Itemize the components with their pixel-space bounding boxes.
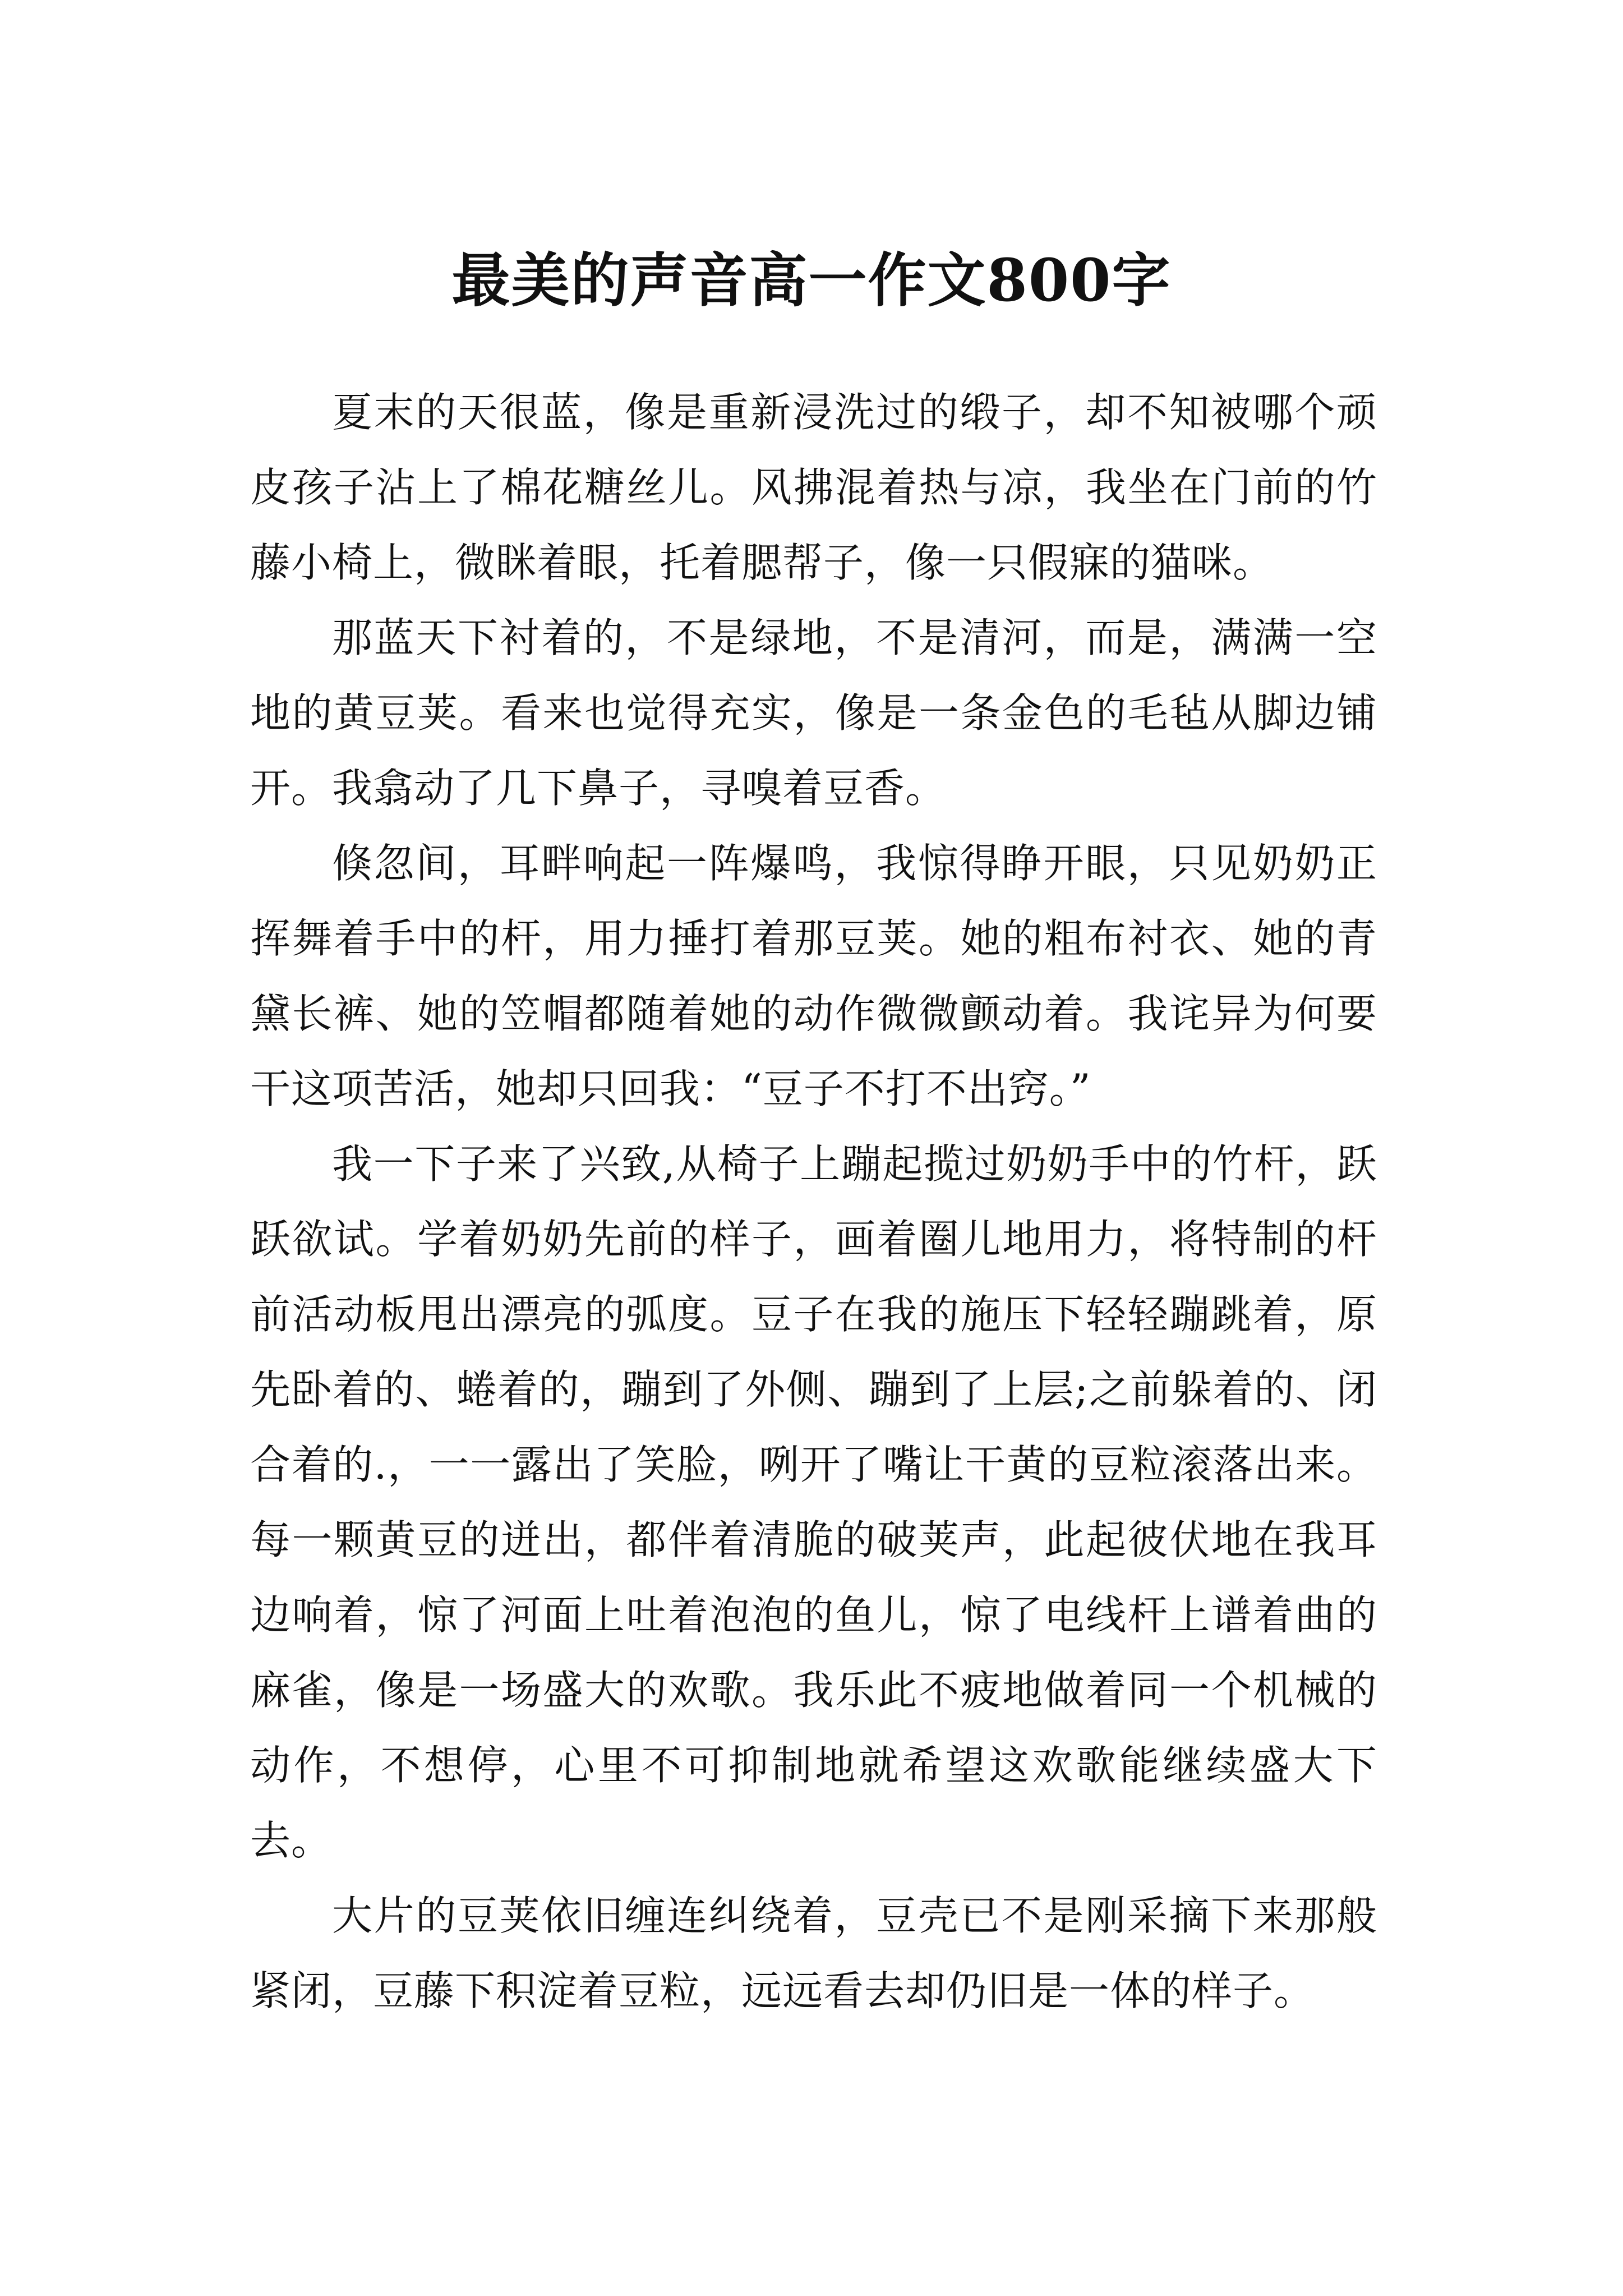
document-body <box>250 375 1377 2028</box>
paragraph: 我一下子来了兴致,从椅子上蹦起揽过奶奶手中的竹杆，跃跃欲试。学着奶奶先前的样子，画着圈儿地用力，将特制的杆前活动板甩出漂亮的弧度。豆子在我的施压下轻轻蹦跳着，原先卧着的、蜷着的，蹦到了外侧、蹦到了上层;之前躲着的、闭合着的.，一一露出了笑脸，咧开了嘴让干黄的豆粒滚落出来。每一颗黄豆的迸出，都伴着清脆的破荚声，此起彼伏地在我耳边响着，惊了河面上吐着泡泡的鱼儿，惊了电线杆上谱着曲的麻雀，像是一场盛大的欢歌。我乐此不疲地做着同一个机械的动作，不想停，心里不可抑制地就希望这欢歌能继续盛大下去。 <box>250 1140 1377 1864</box>
paragraph: 夏末的天很蓝，像是重新浸洗过的缎子，却不知被哪个顽皮孩子沾上了棉花糖丝儿。风拂混着热与凉，我坐在门前的竹藤小椅上，微眯着眼，托着腮帮子，像一只假寐的猫咪。 <box>250 389 1377 586</box>
paragraph: 那蓝天下衬着的，不是绿地，不是清河，而是，满满一空地的黄豆荚。看来也觉得充实，像是一条金色的毛毡从脚边铺开。我翕动了几下鼻子，寻嗅着豆香。 <box>250 614 1377 812</box>
document-title: 最美的声音高一作文800字 <box>451 245 1172 315</box>
paragraph: 大片的豆荚依旧缠连纠绕着，豆壳已不是刚采摘下来那般紧闭，豆藤下积淀着豆粒，远远看去却仍旧是一体的样子。 <box>250 1892 1377 2014</box>
paragraph: 倏忽间，耳畔响起一阵爆鸣，我惊得睁开眼，只见奶奶正挥舞着手中的杆，用力捶打着那豆荚。她的粗布衬衣、她的青黛长裤、她的笠帽都随着她的动作微微颤动着。我诧异为何要干这项苦活，她却只回我：“豆子不打不出窍。” <box>250 840 1377 1112</box>
